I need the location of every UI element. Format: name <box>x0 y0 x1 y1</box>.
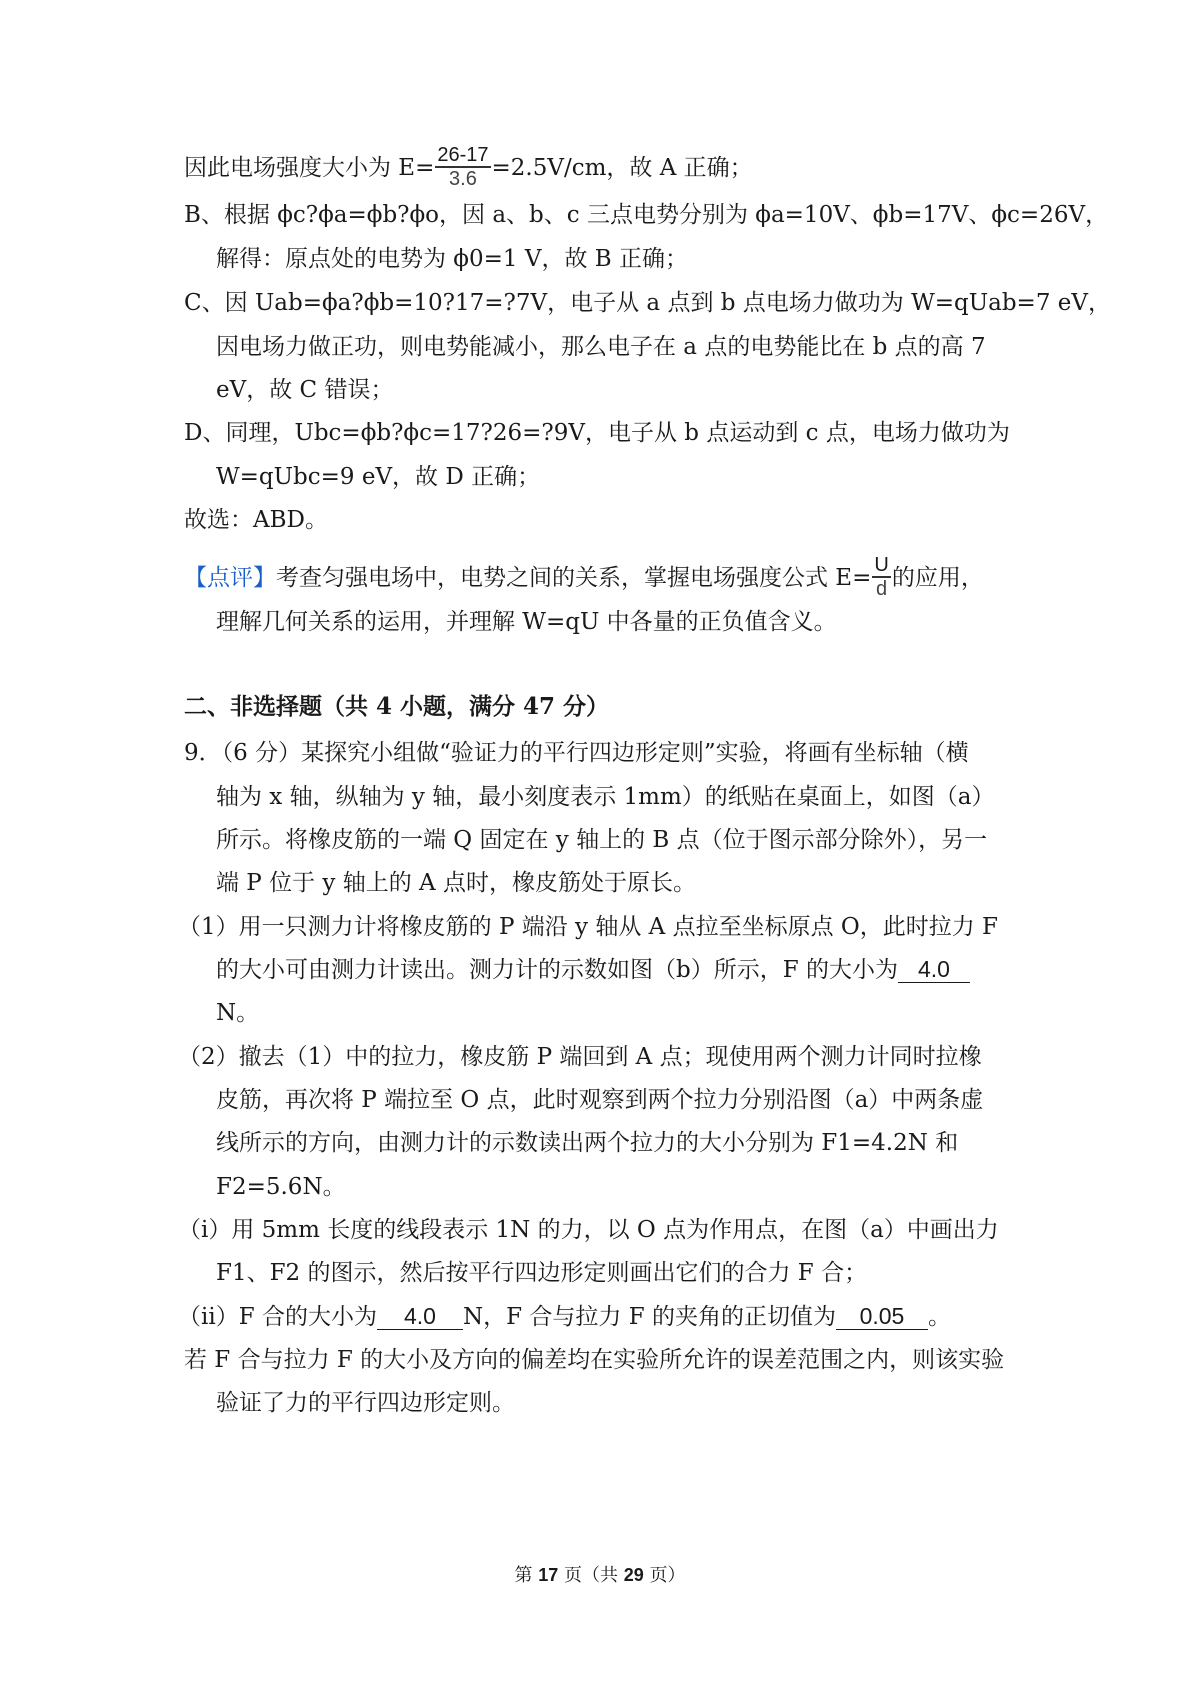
text-segment: =2.5V/cm，故 A 正确； <box>491 155 753 181</box>
text-line: 皮筋，再次将 P 端拉至 O 点，此时观察到两个拉力分别沿图（a）中两条虚 <box>216 1087 984 1113</box>
text-line: 轴为 x 轴，纵轴为 y 轴，最小刻度表示 1mm）的纸贴在桌面上，如图（a） <box>216 784 995 810</box>
text-line: B、根据 ϕc?ϕa=ϕb?ϕo，因 a、b、c 三点电势分别为 ϕa=10V、ϕb=17V、ϕc=26V， <box>184 202 1109 228</box>
text-line: （2）撤去（1）中的拉力，橡皮筋 P 端回到 A 点；现使用两个测力计同时拉橡 <box>178 1044 982 1070</box>
text-line <box>216 955 970 985</box>
fraction-denominator: d <box>876 578 888 600</box>
section-heading: 二、非选择题（共 4 小题，满分 47 分） <box>184 693 610 720</box>
answer-blank: 4.0 <box>898 956 970 983</box>
fraction-denominator: 3.6 <box>449 168 477 190</box>
comment-tag: 【点评】 <box>184 565 276 591</box>
text-line: 理解几何关系的运用，并理解 W=qU 中各量的正负值含义。 <box>216 609 837 635</box>
text-line: （i）用 5mm 长度的线段表示 1N 的力，以 O 点为作用点，在图（a）中画出力 <box>178 1217 999 1243</box>
text-line: 端 P 位于 y 轴上的 A 点时，橡皮筋处于原长。 <box>216 870 696 896</box>
fraction-numerator: U <box>874 554 889 576</box>
text-line: C、因 Uab=ϕa?ϕb=10?17=?7V，电子从 a 点到 b 点电场力做功为 W=qUab=7 eV， <box>184 290 1111 316</box>
text-line: 若 F 合与拉力 F 的大小及方向的偏差均在实验所允许的误差范围之内，则该实验 <box>184 1347 1005 1373</box>
footer-text: 页） <box>649 1565 686 1586</box>
answer-blank: 0.05 <box>836 1303 928 1330</box>
text-segment: 。 <box>927 1304 951 1330</box>
text-segment: 因此电场强度大小为 E= <box>184 155 435 181</box>
fraction-numerator: 26-17 <box>437 144 489 166</box>
fraction <box>435 144 490 190</box>
text-line: D、同理，Ubc=ϕb?ϕc=17?26=?9V，电子从 b 点运动到 c 点，电场力做功为 <box>184 420 1010 446</box>
text-line: 解得：原点处的电势为 ϕ0=1 V，故 B 正确； <box>216 246 688 272</box>
text-line: eV，故 C 错误； <box>216 377 394 403</box>
text-segment: 的应用， <box>891 565 984 591</box>
fraction <box>872 554 890 600</box>
text-segment: （ii）F 合的大小为 <box>178 1304 377 1330</box>
text-line: 线所示的方向，由测力计的示数读出两个拉力的大小分别为 F1=4.2N 和 <box>216 1130 959 1156</box>
text-segment: 的大小可由测力计读出。测力计的示数如图（b）所示，F 的大小为 <box>216 957 898 983</box>
text-segment: N，F 合与拉力 F 的夹角的正切值为 <box>462 1304 836 1330</box>
text-line: F1、F2 的图示，然后按平行四边形定则画出它们的合力 F 合； <box>216 1260 868 1286</box>
text-line: 所示。将橡皮筋的一端 Q 固定在 y 轴上的 B 点（位于图示部分除外），另一 <box>216 827 988 853</box>
footer-text: 页（共 <box>564 1565 618 1586</box>
text-line <box>178 1302 951 1332</box>
text-line: （1）用一只测力计将橡皮筋的 P 端沿 y 轴从 A 点拉至坐标原点 O，此时拉力 F <box>178 914 999 940</box>
text-segment: 考查匀强电场中，电势之间的关系，掌握电场强度公式 E= <box>276 565 872 591</box>
footer-text: 第 <box>514 1565 533 1586</box>
text-line: F2=5.6N。 <box>216 1174 346 1200</box>
page-number: 17 <box>538 1565 559 1585</box>
text-line: N。 <box>216 1000 260 1026</box>
comment-line <box>184 556 984 602</box>
page-footer <box>0 1563 1200 1588</box>
answer-blank: 4.0 <box>377 1303 463 1330</box>
text-line <box>184 146 753 192</box>
text-line: 因电场力做正功，则电势能减小，那么电子在 a 点的电势能比在 b 点的高 7 <box>216 334 986 360</box>
text-line: 故选：ABD。 <box>184 507 328 533</box>
text-line: W=qUbc=9 eV，故 D 正确； <box>216 464 541 490</box>
total-pages: 29 <box>623 1565 644 1585</box>
text-line: 9．（6 分）某探究小组做“验证力的平行四边形定则”实验，将画有坐标轴（横 <box>184 740 969 766</box>
text-line: 验证了力的平行四边形定则。 <box>216 1390 515 1416</box>
